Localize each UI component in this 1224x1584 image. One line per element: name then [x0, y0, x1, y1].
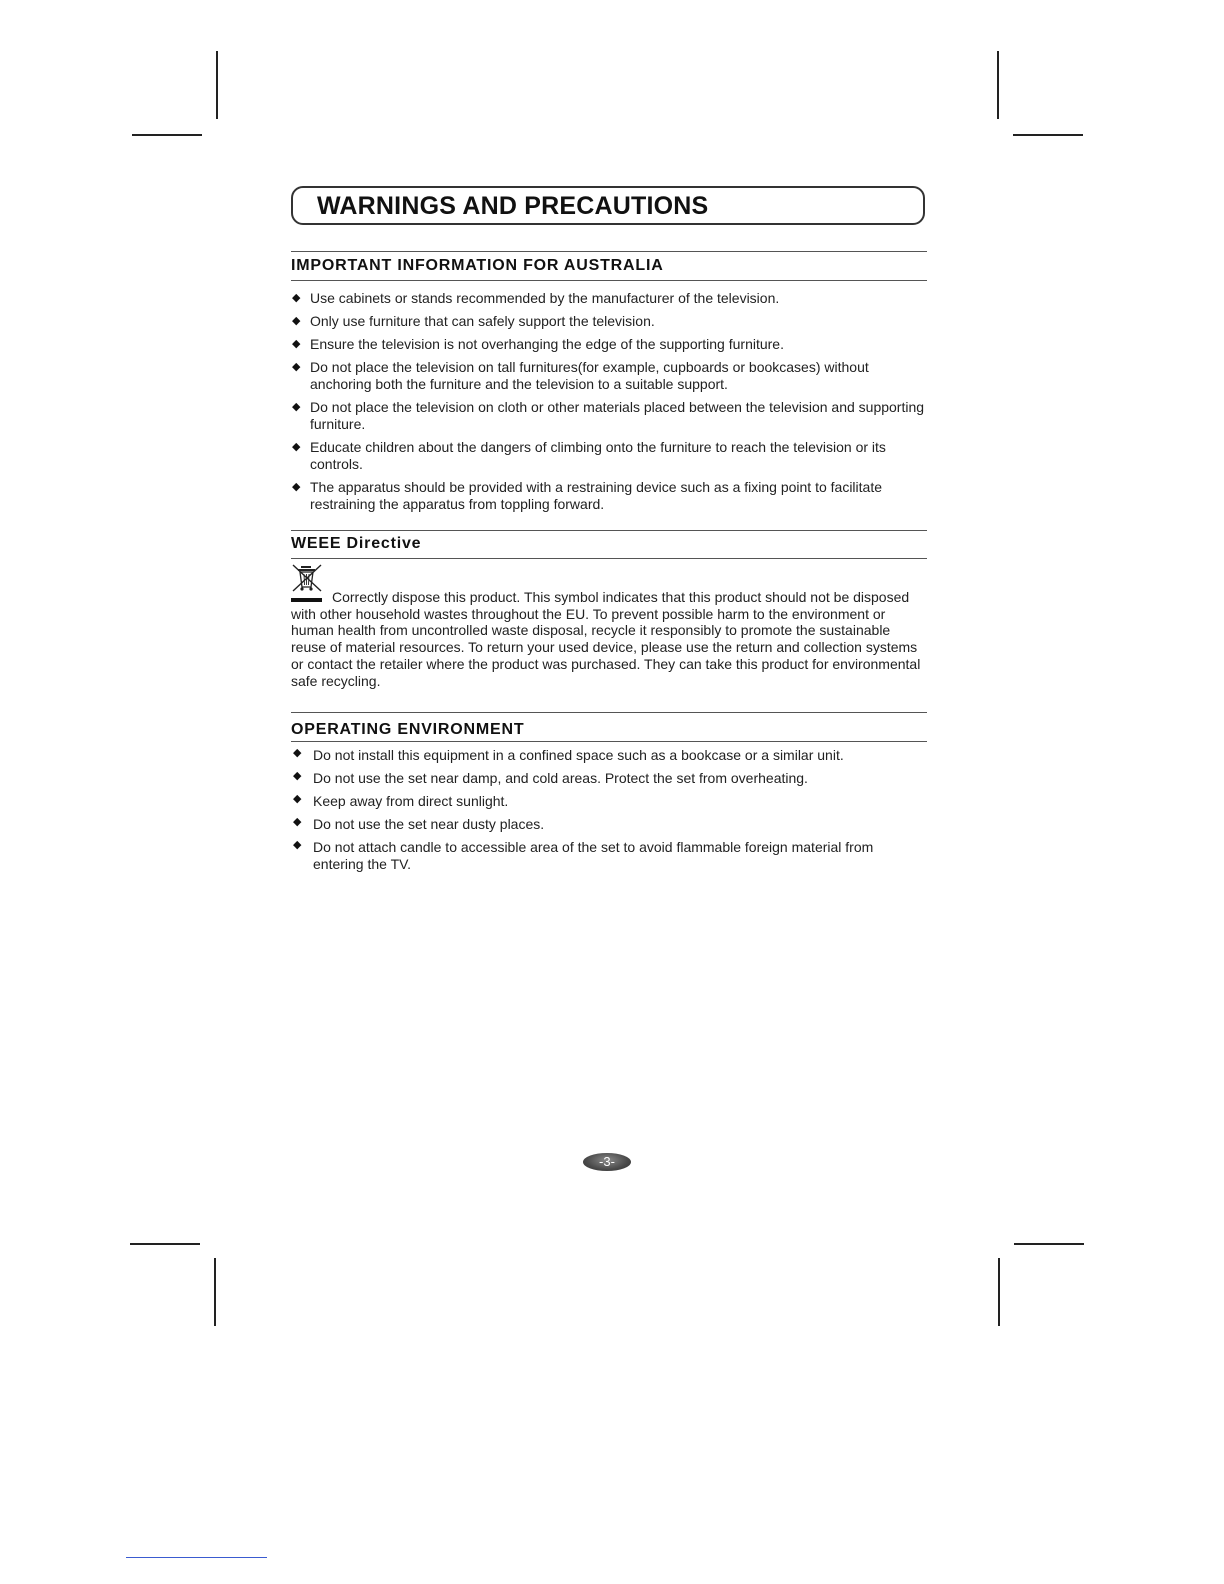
page-number-badge: -3- [583, 1153, 631, 1171]
diamond-bullet-icon: ◆ [292, 401, 301, 413]
list-item: ◆ Do not attach candle to accessible area of the set to avoid flammable foreign material from entering the TV. [293, 839, 874, 872]
page-title-box [291, 186, 925, 225]
australia-list [291, 290, 927, 519]
list-item: ◆ The apparatus should be provided with a restraining device such as a fixing point to facilitate restraining the apparatus from toppling forward. [292, 479, 883, 512]
diamond-bullet-icon: ◆ [293, 839, 302, 851]
crop-mark-bottom-right-vertical [998, 1258, 1000, 1326]
section-heading-australia: IMPORTANT INFORMATION FOR AUSTRALIA [291, 257, 664, 274]
list-item: ◆ Keep away from direct sunlight. [293, 793, 509, 809]
bottom-underline [126, 1557, 267, 1558]
diamond-bullet-icon: ◆ [293, 770, 302, 782]
list-item: ◆ Only use furniture that can safely support the television. [292, 313, 655, 329]
list-item: ◆ Do not use the set near dusty places. [293, 816, 545, 832]
list-item: ◆ Ensure the television is not overhanging the edge of the supporting furniture. [292, 336, 784, 352]
operating-list [291, 747, 927, 879]
diamond-bullet-icon: ◆ [293, 747, 302, 759]
crop-mark-bottom-left-vertical [214, 1258, 216, 1326]
diamond-bullet-icon: ◆ [292, 441, 301, 453]
crop-mark-top-left-horizontal [132, 134, 202, 136]
diamond-bullet-icon: ◆ [292, 292, 301, 304]
diamond-bullet-icon: ◆ [292, 361, 301, 373]
section-heading-operating: OPERATING ENVIRONMENT [291, 721, 525, 738]
list-item: ◆ Do not install this equipment in a confined space such as a bookcase or a similar unit. [293, 747, 844, 763]
section-rule-top [291, 251, 927, 252]
page-title: WARNINGS AND PRECAUTIONS [317, 192, 709, 220]
section-heading-weee: WEEE Directive [291, 535, 422, 552]
section-rule-bottom [291, 558, 927, 559]
section-rule-bottom [291, 280, 927, 281]
crop-mark-bottom-left-horizontal [130, 1243, 200, 1245]
diamond-bullet-icon: ◆ [292, 315, 301, 327]
section-rule-top [291, 530, 927, 531]
section-rule-bottom [291, 741, 927, 742]
crop-mark-top-right-vertical [997, 51, 999, 119]
weee-paragraph: Correctly dispose this product. This symbol indicates that this product should not be disposed with other household wastes throughout the EU. To prevent possible harm to the environment or human health from uncontrolled waste disposal, recycle it responsibly to promote the sustainable reuse of material resources. To return your used device, please use the return and collection systems or contact the retailer where the product was purchased. They can take this product for environmental safe recycling. [291, 589, 921, 689]
crop-mark-bottom-right-horizontal [1014, 1243, 1084, 1245]
list-item: ◆ Do not use the set near damp, and cold areas. Protect the set from overheating. [293, 770, 808, 786]
diamond-bullet-icon: ◆ [292, 338, 301, 350]
list-item: ◆ Do not place the television on tall furnitures(for example, cupboards or bookcases) without anchoring both the furniture and the television to a suitable support. [292, 359, 869, 392]
crop-mark-top-right-horizontal [1013, 134, 1083, 136]
list-item: ◆ Use cabinets or stands recommended by the manufacturer of the television. [292, 290, 780, 306]
diamond-bullet-icon: ◆ [292, 481, 301, 493]
crop-mark-top-left-vertical [216, 51, 218, 119]
diamond-bullet-icon: ◆ [293, 816, 302, 828]
list-item: ◆ Educate children about the dangers of climbing onto the furniture to reach the television or its controls. [292, 439, 886, 472]
section-rule-top [291, 712, 927, 713]
diamond-bullet-icon: ◆ [293, 793, 302, 805]
list-item: ◆ Do not place the television on cloth or other materials placed between the television and supporting furniture. [292, 399, 925, 432]
